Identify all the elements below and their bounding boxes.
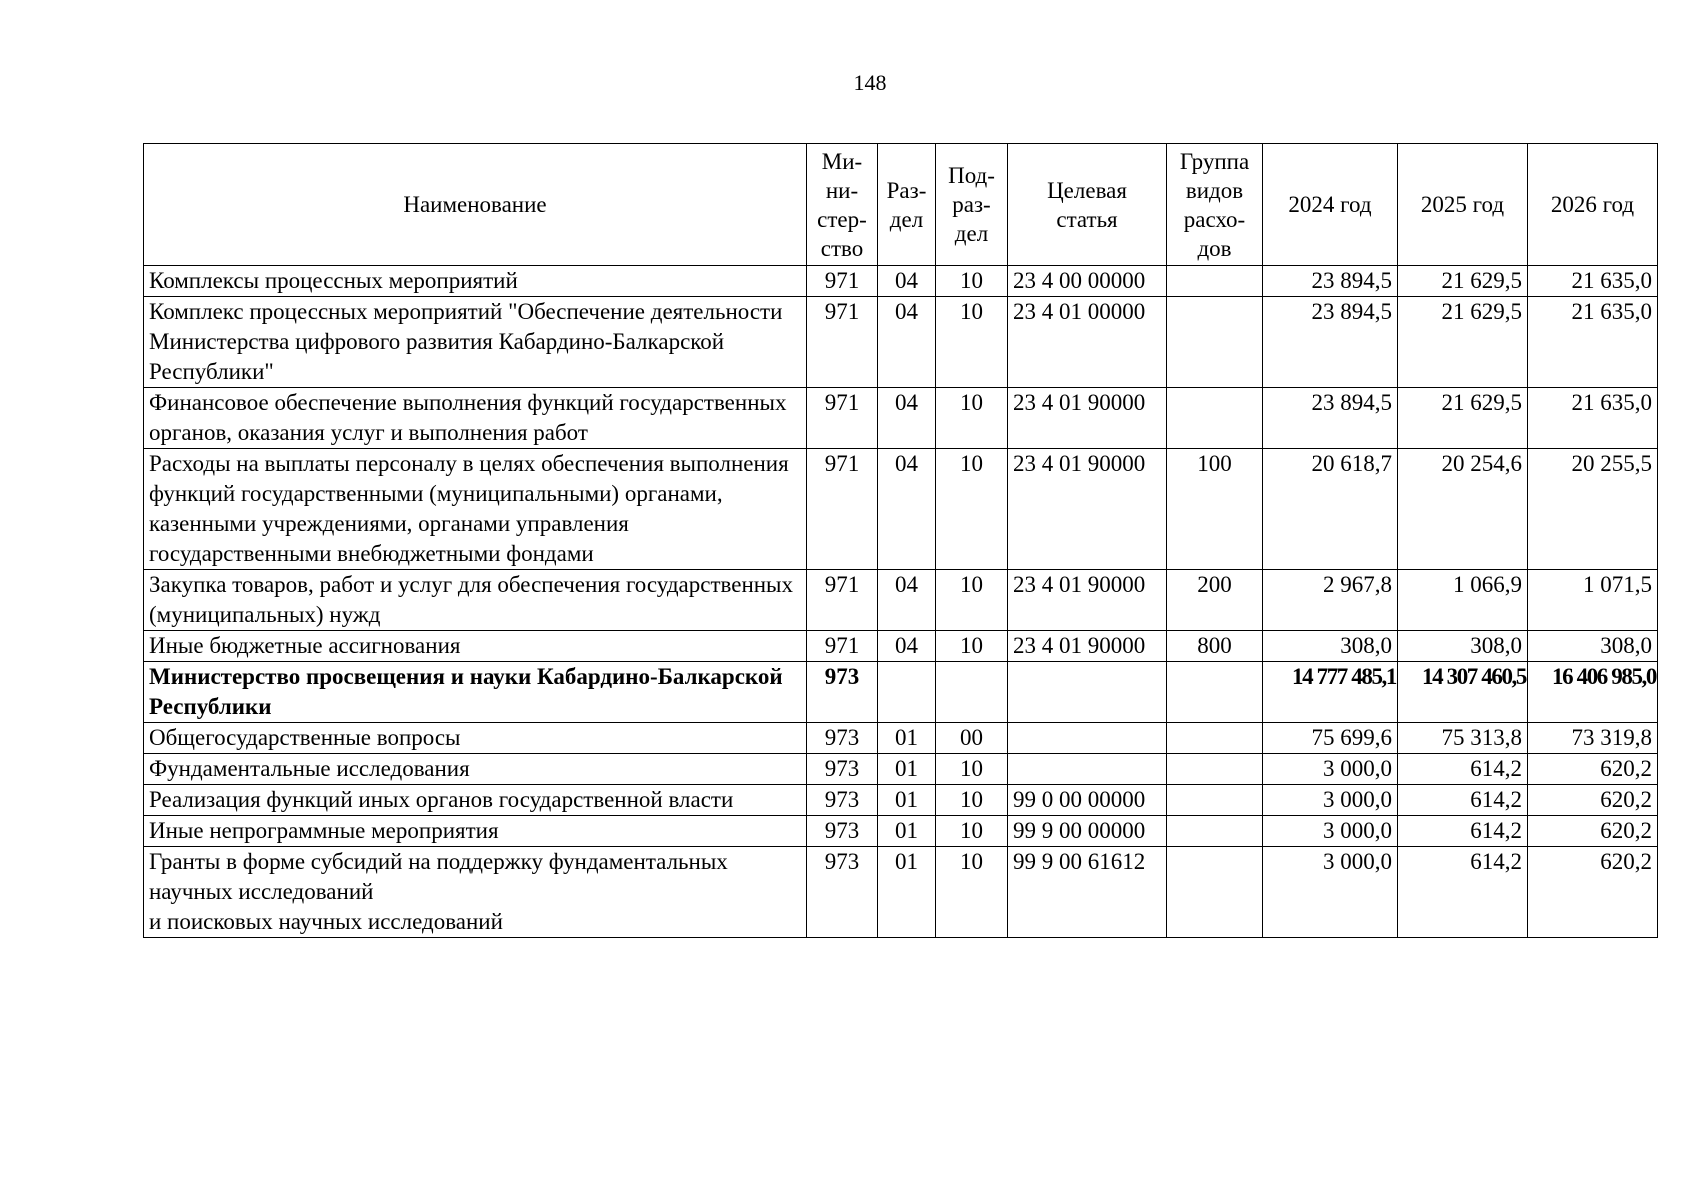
cell-2025: 75 313,8: [1398, 723, 1528, 754]
cell-2024: 3 000,0: [1263, 847, 1398, 938]
table-row: [144, 570, 1658, 631]
cell-name: Иные бюджетные ассигнования: [144, 631, 807, 662]
cell-target-article: 23 4 01 90000: [1008, 449, 1167, 570]
cell-target-article: [1008, 754, 1167, 785]
cell-expense-group: 800: [1167, 631, 1263, 662]
cell-section: 01: [878, 785, 936, 816]
cell-subsection: [936, 662, 1008, 723]
table-row: [144, 297, 1658, 388]
header-target-article: Целевая статья: [1008, 144, 1167, 266]
cell-name: Реализация функций иных органов государственной власти: [144, 785, 807, 816]
cell-target-article: 23 4 00 00000: [1008, 266, 1167, 297]
table-row: [144, 662, 1658, 723]
cell-2026: 620,2: [1528, 847, 1658, 938]
cell-subsection: 10: [936, 570, 1008, 631]
table-row: [144, 785, 1658, 816]
table-row: [144, 388, 1658, 449]
cell-section: 04: [878, 570, 936, 631]
cell-2026: 1 071,5: [1528, 570, 1658, 631]
cell-ministry: 973: [807, 816, 878, 847]
cell-2024: 2 967,8: [1263, 570, 1398, 631]
cell-subsection: 10: [936, 297, 1008, 388]
cell-name: Расходы на выплаты персоналу в целях обеспечения выполнения функций государственными (муниципальными) органами, казенными учреждениями, органами управления государственными внебюджетными фондами: [144, 449, 807, 570]
cell-subsection: 10: [936, 266, 1008, 297]
cell-ministry: 971: [807, 266, 878, 297]
cell-target-article: 99 9 00 61612: [1008, 847, 1167, 938]
cell-subsection: 10: [936, 785, 1008, 816]
table-row: [144, 449, 1658, 570]
cell-target-article: 99 0 00 00000: [1008, 785, 1167, 816]
cell-ministry: 973: [807, 754, 878, 785]
cell-2024: 308,0: [1263, 631, 1398, 662]
table-row: [144, 266, 1658, 297]
cell-2026: 620,2: [1528, 754, 1658, 785]
cell-ministry: 971: [807, 631, 878, 662]
cell-ministry: 973: [807, 847, 878, 938]
cell-expense-group: [1167, 662, 1263, 723]
cell-ministry: 971: [807, 297, 878, 388]
cell-expense-group: [1167, 723, 1263, 754]
cell-name: Комплексы процессных мероприятий: [144, 266, 807, 297]
cell-subsection: 10: [936, 449, 1008, 570]
cell-ministry: 973: [807, 785, 878, 816]
cell-2026: 21 635,0: [1528, 388, 1658, 449]
cell-2025: 21 629,5: [1398, 266, 1528, 297]
header-expense-group: Группа видов расхо- дов: [1167, 144, 1263, 266]
cell-section: 01: [878, 847, 936, 938]
cell-target-article: 23 4 01 90000: [1008, 388, 1167, 449]
cell-section: 01: [878, 754, 936, 785]
cell-2026: 308,0: [1528, 631, 1658, 662]
header-name: Наименование: [144, 144, 807, 266]
cell-2025: 614,2: [1398, 816, 1528, 847]
cell-2025: 308,0: [1398, 631, 1528, 662]
cell-subsection: 10: [936, 847, 1008, 938]
header-2026: 2026 год: [1528, 144, 1658, 266]
cell-target-article: 23 4 01 00000: [1008, 297, 1167, 388]
cell-subsection: 10: [936, 754, 1008, 785]
table-row: [144, 723, 1658, 754]
cell-2025: 614,2: [1398, 785, 1528, 816]
table-row: [144, 754, 1658, 785]
cell-2026: 21 635,0: [1528, 266, 1658, 297]
cell-2025: 614,2: [1398, 847, 1528, 938]
cell-subsection: 10: [936, 816, 1008, 847]
cell-2025: 21 629,5: [1398, 297, 1528, 388]
cell-ministry: 973: [807, 662, 878, 723]
page-number: 148: [853, 70, 887, 95]
cell-2025: 14 307 460,5: [1398, 662, 1528, 723]
cell-name: Общегосударственные вопросы: [144, 723, 807, 754]
cell-2026: 20 255,5: [1528, 449, 1658, 570]
cell-expense-group: 200: [1167, 570, 1263, 631]
cell-section: 04: [878, 297, 936, 388]
cell-ministry: 971: [807, 570, 878, 631]
cell-2025: 614,2: [1398, 754, 1528, 785]
header-subsection: Под- раз- дел: [936, 144, 1008, 266]
cell-expense-group: [1167, 847, 1263, 938]
cell-2026: 21 635,0: [1528, 297, 1658, 388]
cell-2025: 21 629,5: [1398, 388, 1528, 449]
cell-2026: 16 406 985,0: [1528, 662, 1658, 723]
table-header-row: [144, 144, 1658, 266]
cell-subsection: 00: [936, 723, 1008, 754]
cell-2024: 23 894,5: [1263, 388, 1398, 449]
cell-name: Министерство просвещения и науки Кабардино-Балкарской Республики: [144, 662, 807, 723]
cell-expense-group: [1167, 785, 1263, 816]
header-2024: 2024 год: [1263, 144, 1398, 266]
cell-target-article: [1008, 723, 1167, 754]
cell-section: 01: [878, 816, 936, 847]
cell-section: 01: [878, 723, 936, 754]
cell-target-article: 23 4 01 90000: [1008, 570, 1167, 631]
cell-2024: 23 894,5: [1263, 297, 1398, 388]
cell-2024: 3 000,0: [1263, 785, 1398, 816]
cell-name: Гранты в форме субсидий на поддержку фундаментальных научных исследований и поисковых научных исследований: [144, 847, 807, 938]
cell-2024: 20 618,7: [1263, 449, 1398, 570]
cell-name: Иные непрограммные мероприятия: [144, 816, 807, 847]
cell-2025: 1 066,9: [1398, 570, 1528, 631]
cell-target-article: 99 9 00 00000: [1008, 816, 1167, 847]
cell-2024: 23 894,5: [1263, 266, 1398, 297]
cell-section: 04: [878, 388, 936, 449]
table-row: [144, 847, 1658, 938]
cell-ministry: 971: [807, 388, 878, 449]
cell-ministry: 971: [807, 449, 878, 570]
cell-expense-group: [1167, 754, 1263, 785]
cell-2026: 620,2: [1528, 785, 1658, 816]
cell-section: 04: [878, 631, 936, 662]
cell-2026: 73 319,8: [1528, 723, 1658, 754]
budget-table: [143, 143, 1658, 938]
cell-2024: 3 000,0: [1263, 754, 1398, 785]
cell-expense-group: [1167, 266, 1263, 297]
cell-2024: 14 777 485,1: [1263, 662, 1398, 723]
cell-expense-group: [1167, 816, 1263, 847]
table-body: [144, 266, 1658, 938]
cell-subsection: 10: [936, 631, 1008, 662]
cell-expense-group: [1167, 297, 1263, 388]
header-ministry: Ми- ни- стер- ство: [807, 144, 878, 266]
cell-target-article: 23 4 01 90000: [1008, 631, 1167, 662]
header-section: Раз- дел: [878, 144, 936, 266]
cell-subsection: 10: [936, 388, 1008, 449]
table-row: [144, 631, 1658, 662]
cell-2025: 20 254,6: [1398, 449, 1528, 570]
cell-name: Фундаментальные исследования: [144, 754, 807, 785]
cell-name: Финансовое обеспечение выполнения функций государственных органов, оказания услуг и выполнения работ: [144, 388, 807, 449]
cell-expense-group: [1167, 388, 1263, 449]
cell-name: Комплекс процессных мероприятий "Обеспечение деятельности Министерства цифрового развития Кабардино-Балкарской Республики": [144, 297, 807, 388]
cell-2024: 75 699,6: [1263, 723, 1398, 754]
cell-ministry: 973: [807, 723, 878, 754]
cell-2024: 3 000,0: [1263, 816, 1398, 847]
cell-section: 04: [878, 266, 936, 297]
cell-section: 04: [878, 449, 936, 570]
header-2025: 2025 год: [1398, 144, 1528, 266]
cell-expense-group: 100: [1167, 449, 1263, 570]
cell-2026: 620,2: [1528, 816, 1658, 847]
cell-name: Закупка товаров, работ и услуг для обеспечения государственных (муниципальных) нужд: [144, 570, 807, 631]
cell-target-article: [1008, 662, 1167, 723]
cell-section: [878, 662, 936, 723]
table-row: [144, 816, 1658, 847]
